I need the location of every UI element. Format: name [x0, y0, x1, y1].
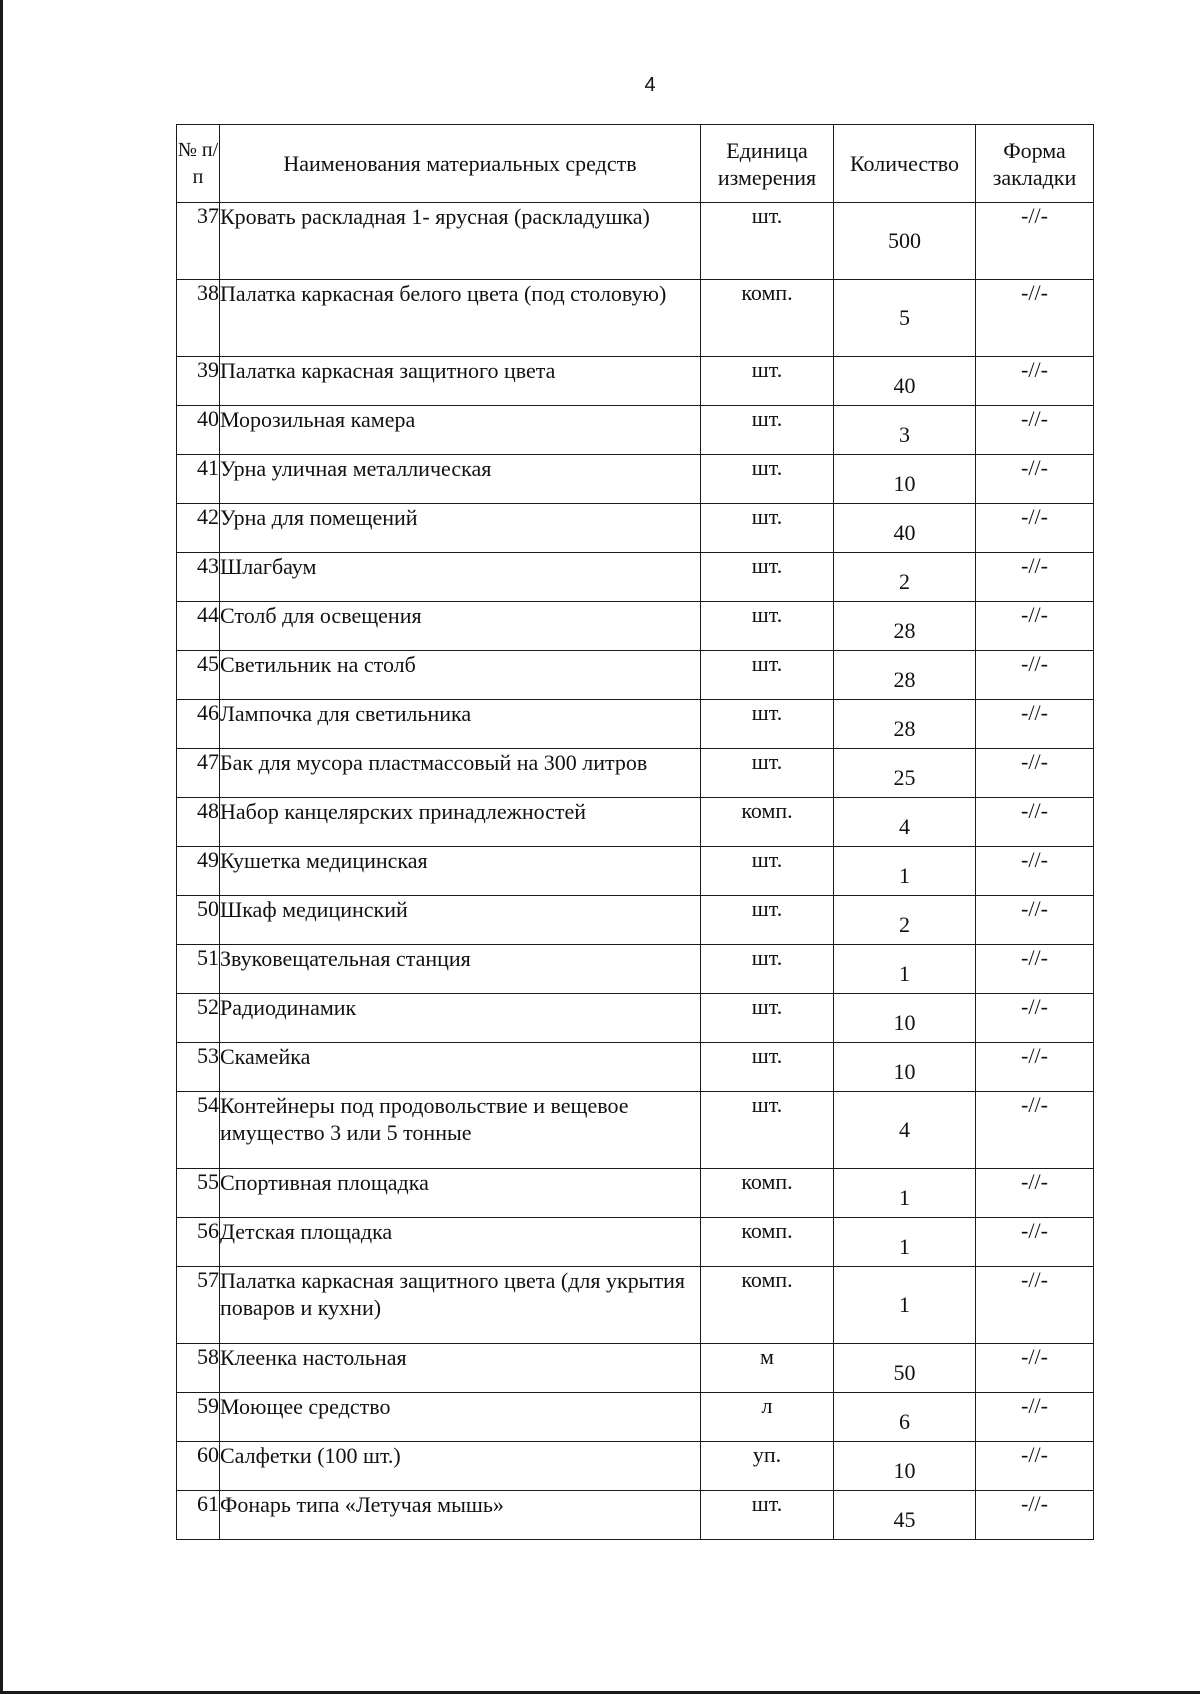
- item-name: Набор канцелярских принадлежностей: [220, 798, 701, 847]
- item-name: Детская площадка: [220, 1218, 701, 1267]
- item-quantity: 28: [834, 700, 976, 749]
- row-number: 61: [177, 1491, 220, 1540]
- item-quantity: 5: [834, 280, 976, 357]
- item-quantity: 1: [834, 1267, 976, 1344]
- table-row: [177, 1393, 1094, 1442]
- item-form: -//-: [976, 651, 1094, 700]
- item-unit: шт.: [701, 357, 834, 406]
- table-row: [177, 945, 1094, 994]
- item-form: -//-: [976, 1092, 1094, 1169]
- item-quantity: 10: [834, 994, 976, 1043]
- item-form: -//-: [976, 1043, 1094, 1092]
- item-quantity: 3: [834, 406, 976, 455]
- item-quantity: 2: [834, 896, 976, 945]
- item-form: -//-: [976, 1344, 1094, 1393]
- item-name: Салфетки (100 шт.): [220, 1442, 701, 1491]
- item-quantity: 10: [834, 455, 976, 504]
- table-row: [177, 651, 1094, 700]
- row-number: 59: [177, 1393, 220, 1442]
- item-name: Палатка каркасная защитного цвета (для укрытия поваров и кухни): [220, 1267, 701, 1344]
- row-number: 60: [177, 1442, 220, 1491]
- table-header-row: [177, 125, 1094, 203]
- item-unit: шт.: [701, 700, 834, 749]
- item-unit: комп.: [701, 798, 834, 847]
- item-quantity: 1: [834, 1169, 976, 1218]
- table-row: [177, 749, 1094, 798]
- item-name: Шкаф медицинский: [220, 896, 701, 945]
- item-form: -//-: [976, 280, 1094, 357]
- item-quantity: 1: [834, 847, 976, 896]
- item-unit: шт.: [701, 1491, 834, 1540]
- item-unit: л: [701, 1393, 834, 1442]
- row-number: 46: [177, 700, 220, 749]
- row-number: 42: [177, 504, 220, 553]
- row-number: 50: [177, 896, 220, 945]
- header-number: № п/п: [177, 125, 220, 203]
- row-number: 52: [177, 994, 220, 1043]
- item-form: -//-: [976, 602, 1094, 651]
- item-form: -//-: [976, 1442, 1094, 1491]
- item-form: -//-: [976, 1267, 1094, 1344]
- item-form: -//-: [976, 1218, 1094, 1267]
- item-quantity: 40: [834, 357, 976, 406]
- row-number: 38: [177, 280, 220, 357]
- item-quantity: 1: [834, 945, 976, 994]
- row-number: 53: [177, 1043, 220, 1092]
- item-form: -//-: [976, 798, 1094, 847]
- item-quantity: 4: [834, 798, 976, 847]
- item-form: -//-: [976, 945, 1094, 994]
- item-name: Радиодинамик: [220, 994, 701, 1043]
- row-number: 45: [177, 651, 220, 700]
- item-quantity: 25: [834, 749, 976, 798]
- row-number: 39: [177, 357, 220, 406]
- item-name: Палатка каркасная белого цвета (под столовую): [220, 280, 701, 357]
- item-form: -//-: [976, 1491, 1094, 1540]
- row-number: 43: [177, 553, 220, 602]
- row-number: 56: [177, 1218, 220, 1267]
- item-unit: шт.: [701, 651, 834, 700]
- item-quantity: 50: [834, 1344, 976, 1393]
- table-row: [177, 1267, 1094, 1344]
- scan-edge-left: [0, 0, 3, 1694]
- item-form: -//-: [976, 847, 1094, 896]
- row-number: 51: [177, 945, 220, 994]
- table-row: [177, 203, 1094, 280]
- item-unit: м: [701, 1344, 834, 1393]
- item-unit: шт.: [701, 553, 834, 602]
- item-name: Звуковещательная станция: [220, 945, 701, 994]
- item-unit: шт.: [701, 1043, 834, 1092]
- page-number: 4: [644, 74, 656, 96]
- item-name: Столб для освещения: [220, 602, 701, 651]
- item-unit: шт.: [701, 602, 834, 651]
- item-quantity: 45: [834, 1491, 976, 1540]
- item-form: -//-: [976, 994, 1094, 1043]
- item-name: Кровать раскладная 1- ярусная (раскладушка): [220, 203, 701, 280]
- table-row: [177, 406, 1094, 455]
- item-name: Клеенка настольная: [220, 1344, 701, 1393]
- item-unit: шт.: [701, 945, 834, 994]
- item-unit: шт.: [701, 504, 834, 553]
- table-row: [177, 1092, 1094, 1169]
- item-quantity: 2: [834, 553, 976, 602]
- header-quantity: Количество: [834, 125, 976, 203]
- item-form: -//-: [976, 896, 1094, 945]
- table-row: [177, 455, 1094, 504]
- header-unit: Единица измерения: [701, 125, 834, 203]
- header-form: Форма закладки: [976, 125, 1094, 203]
- table-row: [177, 994, 1094, 1043]
- item-unit: шт.: [701, 896, 834, 945]
- item-form: -//-: [976, 749, 1094, 798]
- item-quantity: 6: [834, 1393, 976, 1442]
- table-row: [177, 602, 1094, 651]
- table-body: [177, 203, 1094, 1540]
- row-number: 57: [177, 1267, 220, 1344]
- item-name: Урна для помещений: [220, 504, 701, 553]
- table-row: [177, 847, 1094, 896]
- item-name: Урна уличная металлическая: [220, 455, 701, 504]
- item-quantity: 28: [834, 602, 976, 651]
- item-name: Контейнеры под продовольствие и вещевое имущество 3 или 5 тонные: [220, 1092, 701, 1169]
- item-quantity: 10: [834, 1043, 976, 1092]
- table-row: [177, 553, 1094, 602]
- item-unit: комп.: [701, 1218, 834, 1267]
- item-unit: уп.: [701, 1442, 834, 1491]
- item-unit: шт.: [701, 749, 834, 798]
- item-name: Моющее средство: [220, 1393, 701, 1442]
- table-row: [177, 1442, 1094, 1491]
- item-name: Лампочка для светильника: [220, 700, 701, 749]
- item-name: Морозильная камера: [220, 406, 701, 455]
- row-number: 58: [177, 1344, 220, 1393]
- table-row: [177, 798, 1094, 847]
- item-unit: комп.: [701, 280, 834, 357]
- table-row: [177, 504, 1094, 553]
- row-number: 49: [177, 847, 220, 896]
- table-row: [177, 1043, 1094, 1092]
- item-quantity: 10: [834, 1442, 976, 1491]
- item-unit: шт.: [701, 203, 834, 280]
- item-unit: шт.: [701, 455, 834, 504]
- item-form: -//-: [976, 1393, 1094, 1442]
- materials-table: [176, 124, 1094, 1540]
- item-form: -//-: [976, 203, 1094, 280]
- row-number: 47: [177, 749, 220, 798]
- table-row: [177, 896, 1094, 945]
- row-number: 55: [177, 1169, 220, 1218]
- row-number: 37: [177, 203, 220, 280]
- item-name: Бак для мусора пластмассовый на 300 литров: [220, 749, 701, 798]
- table-row: [177, 1218, 1094, 1267]
- row-number: 41: [177, 455, 220, 504]
- table-row: [177, 357, 1094, 406]
- row-number: 48: [177, 798, 220, 847]
- item-quantity: 28: [834, 651, 976, 700]
- row-number: 44: [177, 602, 220, 651]
- table-row: [177, 1169, 1094, 1218]
- item-form: -//-: [976, 700, 1094, 749]
- header-name: Наименования материальных средств: [220, 125, 701, 203]
- item-form: -//-: [976, 455, 1094, 504]
- table-row: [177, 1344, 1094, 1393]
- item-quantity: 500: [834, 203, 976, 280]
- item-form: -//-: [976, 553, 1094, 602]
- item-quantity: 4: [834, 1092, 976, 1169]
- item-form: -//-: [976, 357, 1094, 406]
- item-name: Фонарь типа «Летучая мышь»: [220, 1491, 701, 1540]
- row-number: 54: [177, 1092, 220, 1169]
- item-quantity: 40: [834, 504, 976, 553]
- item-name: Скамейка: [220, 1043, 701, 1092]
- item-name: Кушетка медицинская: [220, 847, 701, 896]
- item-quantity: 1: [834, 1218, 976, 1267]
- item-name: Светильник на столб: [220, 651, 701, 700]
- item-unit: шт.: [701, 1092, 834, 1169]
- item-unit: комп.: [701, 1267, 834, 1344]
- item-form: -//-: [976, 406, 1094, 455]
- item-name: Палатка каркасная защитного цвета: [220, 357, 701, 406]
- item-unit: шт.: [701, 406, 834, 455]
- item-unit: шт.: [701, 994, 834, 1043]
- table-row: [177, 1491, 1094, 1540]
- item-form: -//-: [976, 1169, 1094, 1218]
- item-name: Шлагбаум: [220, 553, 701, 602]
- item-unit: шт.: [701, 847, 834, 896]
- item-form: -//-: [976, 504, 1094, 553]
- table-row: [177, 700, 1094, 749]
- item-name: Спортивная площадка: [220, 1169, 701, 1218]
- row-number: 40: [177, 406, 220, 455]
- table-row: [177, 280, 1094, 357]
- item-unit: комп.: [701, 1169, 834, 1218]
